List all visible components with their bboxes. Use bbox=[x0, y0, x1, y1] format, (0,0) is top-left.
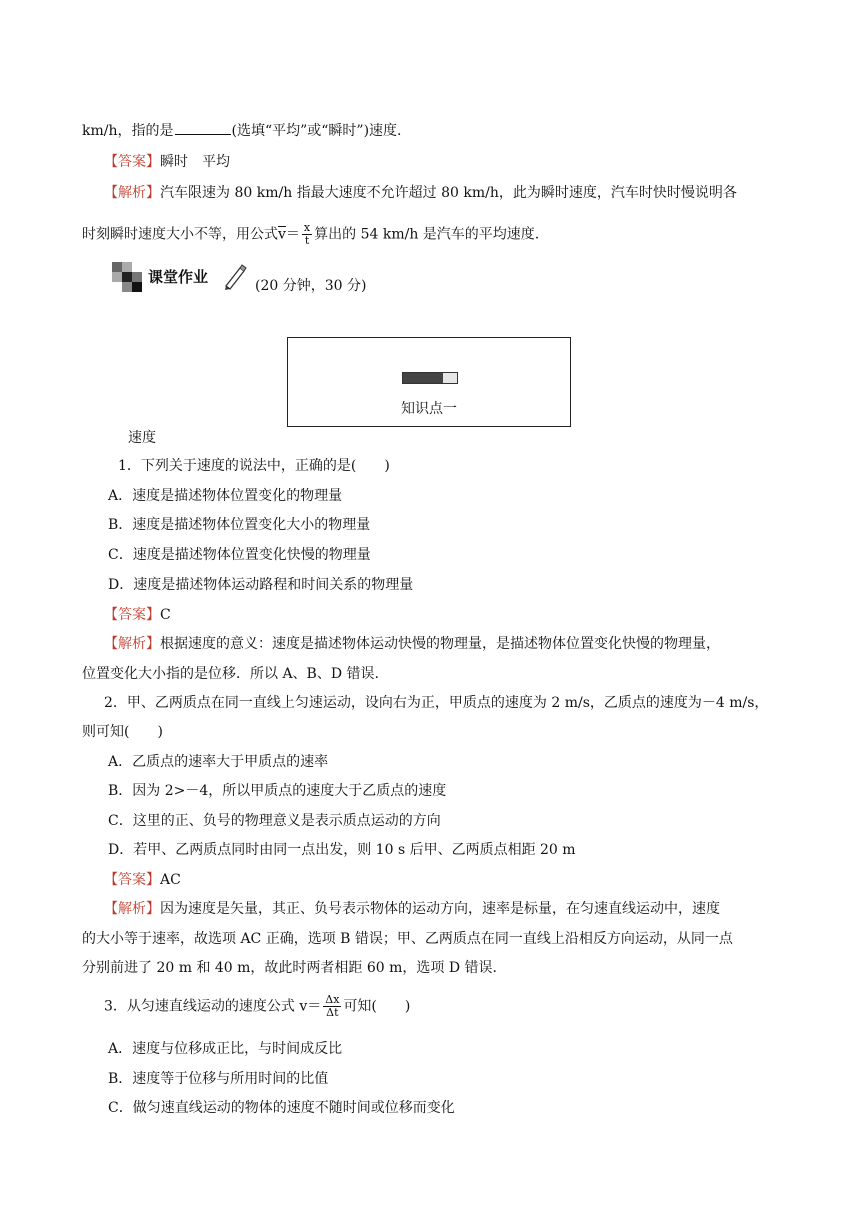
answer-tag: 【答案】 bbox=[104, 154, 160, 170]
answer-tag: 【答案】 bbox=[104, 872, 160, 888]
q1-option-c: C．速度是描述物体位置变化快慢的物理量 bbox=[108, 547, 371, 563]
q3-option-b: B．速度等于位移与所用时间的比值 bbox=[108, 1071, 329, 1087]
intro-answer bbox=[104, 152, 230, 172]
answer-text: C bbox=[160, 607, 171, 623]
q1-answer bbox=[104, 605, 171, 625]
formula-fraction bbox=[323, 994, 341, 1019]
q2-option-d: D．若甲、乙两质点同时由同一点出发，则 10 s 后甲、乙两质点相距 20 m bbox=[108, 842, 576, 858]
analysis-text: 算出的 54 km/h 是汽车的平均速度. bbox=[314, 226, 540, 243]
analysis-tag: 【解析】 bbox=[104, 636, 160, 652]
intro-analysis-line-2 bbox=[82, 222, 539, 247]
section-subtitle: (20 分钟，30 分) bbox=[255, 278, 367, 294]
q1-stem: 1．下列关于速度的说法中，正确的是( ) bbox=[118, 458, 390, 474]
intro-analysis-line-1 bbox=[104, 183, 737, 203]
knowledge-point-label: 知识点一 bbox=[401, 401, 457, 417]
knowledge-topic: 速度 bbox=[128, 430, 156, 446]
intro-line-1 bbox=[82, 121, 402, 141]
banner-square-icon bbox=[122, 272, 132, 282]
q1-analysis-line-2: 位置变化大小指的是位移．所以 A、B、D 错误. bbox=[82, 666, 379, 682]
answer-tag: 【答案】 bbox=[104, 607, 160, 623]
q2-answer bbox=[104, 870, 181, 890]
knowledge-bar-end bbox=[443, 373, 457, 383]
q2-stem-line-2: 则可知( ) bbox=[82, 724, 163, 740]
q2-option-a: A．乙质点的速率大于甲质点的速率 bbox=[108, 754, 329, 770]
q2-analysis-line-3: 分别前进了 20 m 和 40 m，故此时两者相距 60 m，选项 D 错误. bbox=[82, 960, 497, 976]
fill-in-blank bbox=[175, 121, 231, 135]
section-title: 课堂作业 bbox=[148, 268, 209, 286]
analysis-text: 根据速度的意义：速度是描述物体运动快慢的物理量，是描述物体位置变化快慢的物理量， bbox=[160, 636, 720, 652]
q3-stem bbox=[104, 994, 410, 1019]
equals-sign: ＝ bbox=[285, 226, 300, 243]
formula-fraction bbox=[302, 222, 312, 247]
banner-square-icon bbox=[122, 262, 132, 272]
average-velocity-symbol: $\overline{v}$ bbox=[278, 226, 286, 243]
intro-line-1-start: km/h，指的是 bbox=[82, 123, 174, 139]
analysis-text: 汽车限速为 80 km/h 指最大速度不允许超过 80 km/h，此为瞬时速度，汽车时快时慢说明各 bbox=[160, 185, 737, 201]
q2-stem-line-1: 2．甲、乙两质点在同一直线上匀速运动，设向右为正，甲质点的速度为 2 m/s，乙质点的速度为－4 m/s， bbox=[104, 695, 769, 711]
fraction-denominator: t bbox=[304, 234, 310, 247]
q3-stem-start: 3．从匀速直线运动的速度公式 v＝ bbox=[104, 998, 322, 1015]
knowledge-point-box bbox=[287, 337, 571, 427]
banner-square-icon bbox=[122, 282, 132, 292]
banner-square-icon bbox=[112, 262, 122, 272]
fraction-numerator: x bbox=[303, 221, 311, 234]
answer-text: 瞬时 平均 bbox=[160, 154, 230, 170]
pencil-icon bbox=[222, 262, 248, 290]
banner-square-icon bbox=[112, 272, 122, 282]
analysis-tag: 【解析】 bbox=[104, 901, 160, 917]
q2-analysis-line-2: 的大小等于速率，故选项 AC 正确，选项 B 错误；甲、乙两质点在同一直线上沿相反方向运动，从同一点 bbox=[82, 931, 733, 947]
knowledge-bar-icon bbox=[402, 372, 458, 384]
q2-analysis-line-1 bbox=[104, 899, 720, 919]
q1-analysis-line-1 bbox=[104, 634, 720, 654]
q2-option-c: C．这里的正、负号的物理意义是表示质点运动的方向 bbox=[108, 813, 441, 829]
banner-square-icon bbox=[132, 282, 142, 292]
fraction-numerator: Δx bbox=[325, 993, 340, 1006]
q1-option-b: B．速度是描述物体位置变化大小的物理量 bbox=[108, 517, 371, 533]
answer-text: AC bbox=[160, 872, 181, 888]
q3-option-c: C．做匀速直线运动的物体的速度不随时间或位移而变化 bbox=[108, 1100, 455, 1116]
analysis-text: 时刻瞬时速度大小不等，用公式 bbox=[82, 226, 278, 243]
q3-option-a: A．速度与位移成正比，与时间成反比 bbox=[108, 1041, 343, 1057]
q2-option-b: B．因为 2>－4，所以甲质点的速度大于乙质点的速度 bbox=[108, 783, 447, 799]
analysis-tag: 【解析】 bbox=[104, 185, 160, 201]
q3-stem-end: 可知( ) bbox=[343, 998, 411, 1015]
intro-line-1-end: (选填“平均”或“瞬时”)速度. bbox=[231, 123, 402, 139]
q1-option-d: D．速度是描述物体运动路程和时间关系的物理量 bbox=[108, 577, 414, 593]
analysis-text: 因为速度是矢量，其正、负号表示物体的运动方向，速率是标量，在匀速直线运动中，速度 bbox=[160, 901, 720, 917]
fraction-denominator: Δt bbox=[326, 1006, 339, 1019]
banner-square-icon bbox=[132, 272, 142, 282]
q1-option-a: A．速度是描述物体位置变化的物理量 bbox=[108, 488, 343, 504]
